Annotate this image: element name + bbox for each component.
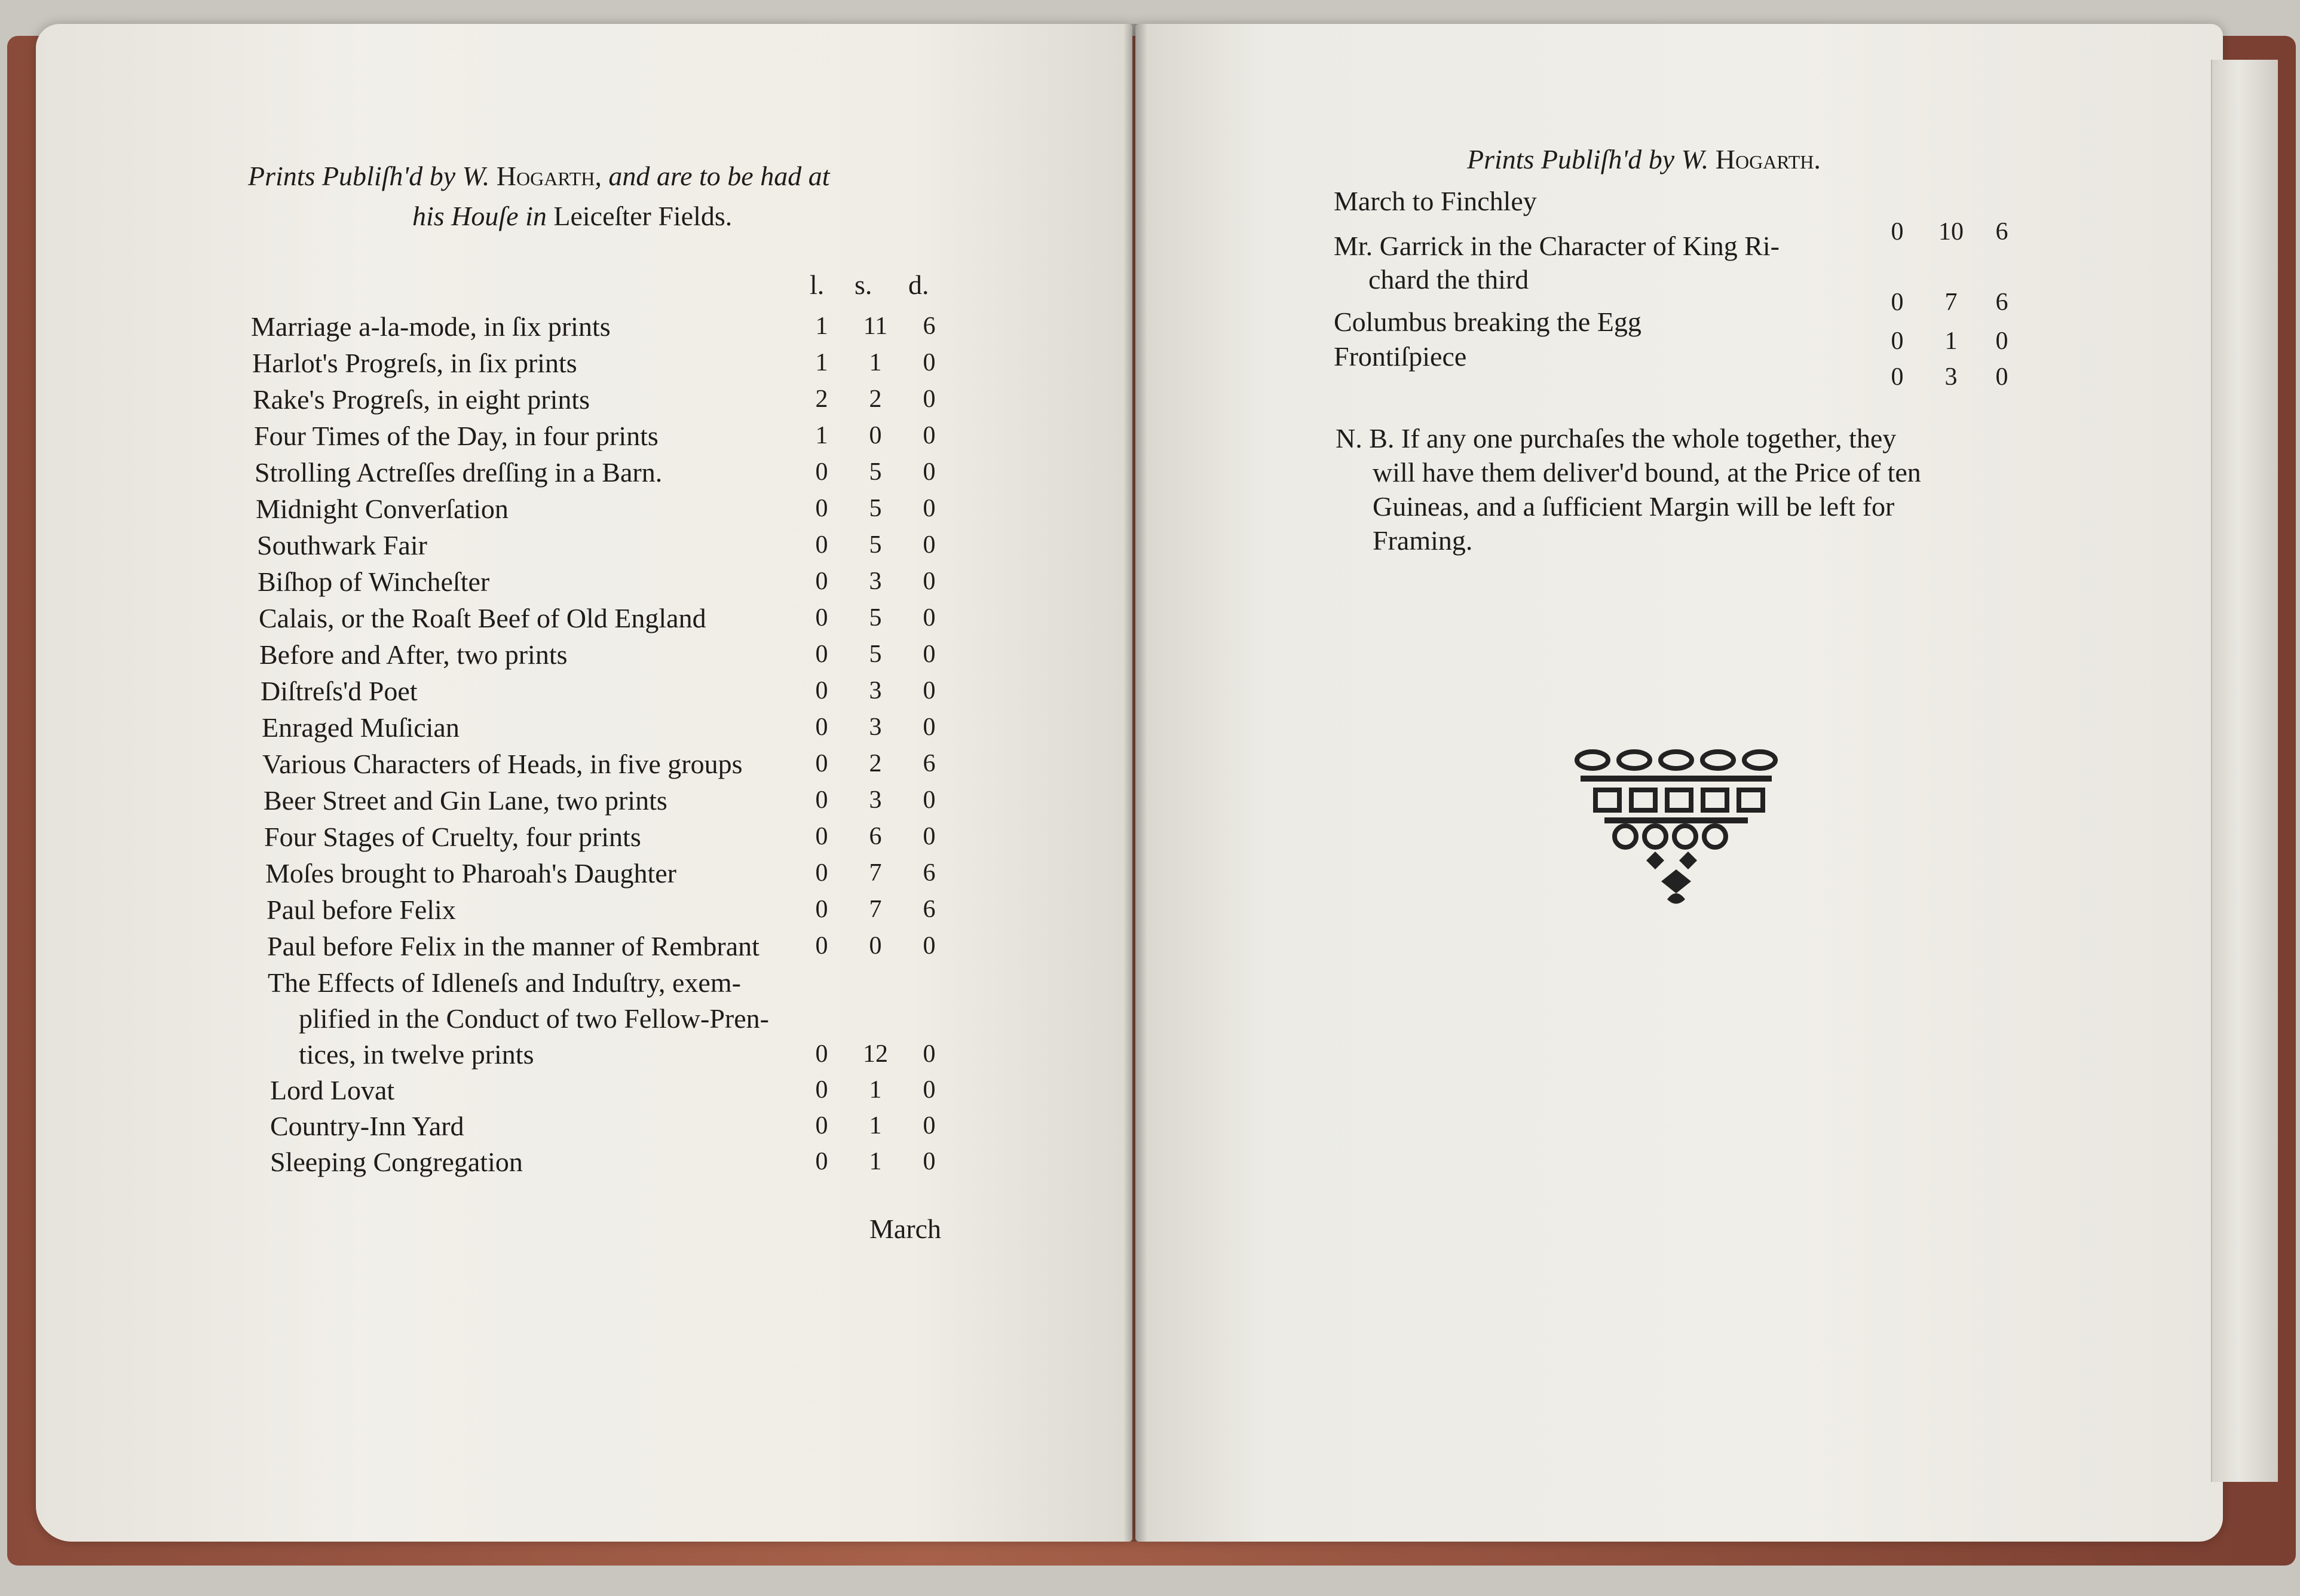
price-item-title: Four Stages of Cruelty, four prints [264, 822, 641, 852]
amount-shillings: 1 [869, 1112, 882, 1139]
amount-pounds: 0 [1891, 363, 1904, 391]
price-item-title: Biſhop of Wincheſter [258, 566, 490, 597]
amount-pounds: 0 [815, 604, 828, 632]
amount-pence: 0 [923, 1076, 936, 1104]
amount-shillings: 7 [869, 896, 882, 923]
amount-pence: 0 [923, 385, 936, 413]
price-item-title: Enraged Muſician [262, 712, 460, 743]
right-item-title-line: Columbus breaking the Egg [1334, 307, 1641, 337]
amount-pounds: 0 [815, 1148, 828, 1175]
amount-pounds: 0 [1891, 218, 1904, 246]
amount-pounds: 1 [815, 313, 828, 340]
amount-shillings: 0 [869, 422, 882, 449]
amount-pounds: 0 [815, 1076, 828, 1104]
amount-shillings: 3 [869, 568, 882, 595]
amount-pounds: 0 [815, 1112, 828, 1139]
amount-shillings: 3 [869, 713, 882, 741]
amount-pence: 0 [923, 786, 936, 814]
page-edges [2211, 60, 2278, 1482]
amount-pence: 0 [923, 568, 936, 595]
amount-pence: 0 [923, 604, 936, 632]
amount-pounds: 0 [815, 677, 828, 704]
column-header-pounds: l. [810, 269, 825, 300]
amount-pounds: 0 [1891, 289, 1904, 316]
price-item-title-line: The Effects of Idleneſs and Induſtry, exem- [268, 967, 741, 998]
price-item-title: Country-Inn Yard [270, 1111, 464, 1141]
amount-pence: 0 [923, 1040, 936, 1068]
price-item-title: Midnight Converſation [256, 494, 509, 524]
amount-pence: 6 [923, 313, 936, 340]
note-line: Guineas, and a ſufficient Margin will be left for [1373, 491, 1895, 522]
amount-pounds: 0 [815, 641, 828, 668]
price-item-title: Diſtreſs'd Poet [261, 676, 418, 706]
right-item-title-line: Frontiſpiece [1334, 341, 1467, 372]
right-item-title-line: March to Finchley [1334, 186, 1537, 216]
amount-pounds: 0 [815, 932, 828, 960]
note-line: N. B. If any one purchaſes the whole together, they [1336, 423, 1897, 454]
amount-pounds: 2 [815, 385, 828, 413]
column-header-pence: d. [908, 269, 929, 300]
amount-pounds: 1 [815, 349, 828, 376]
price-item-title-line: plified in the Conduct of two Fellow-Pren- [299, 1003, 769, 1034]
amount-shillings: 12 [863, 1040, 888, 1068]
amount-pounds: 0 [815, 458, 828, 486]
amount-shillings: 5 [869, 495, 882, 522]
amount-shillings: 3 [869, 677, 882, 704]
amount-pounds: 0 [815, 750, 828, 777]
amount-pounds: 1 [815, 422, 828, 449]
price-item-title: Southwark Fair [257, 530, 427, 560]
amount-pounds: 0 [815, 823, 828, 850]
amount-shillings: 1 [1944, 327, 1958, 355]
amount-shillings: 5 [869, 531, 882, 559]
price-item-title: Beer Street and Gin Lane, two prints [264, 785, 667, 816]
amount-pence: 0 [923, 713, 936, 741]
left-page [36, 24, 1132, 1542]
price-item-title: Rake's Progreſs, in eight prints [253, 384, 590, 415]
price-item-title: Before and After, two prints [259, 639, 568, 670]
amount-pounds: 0 [815, 495, 828, 522]
amount-pounds: 0 [815, 713, 828, 741]
price-item-title: Paul before Felix [267, 895, 456, 925]
amount-shillings: 5 [869, 604, 882, 632]
note-line: will have them deliver'd bound, at the Price of ten [1373, 457, 1921, 488]
amount-pounds: 0 [815, 859, 828, 887]
price-item-title-line: tices, in twelve prints [299, 1039, 534, 1070]
right-header [1467, 143, 1821, 175]
amount-shillings: 1 [869, 1076, 882, 1104]
header-author: Hogarth [496, 161, 595, 191]
catchword: March [869, 1214, 942, 1244]
amount-pence: 6 [923, 896, 936, 923]
column-header-shillings: s. [855, 269, 872, 300]
header-text: his Houſe in [412, 201, 554, 231]
header-address: Leiceſter Fields. [553, 201, 733, 231]
price-item-title: Calais, or the Roaſt Beef of Old England [259, 603, 706, 633]
amount-pounds: 0 [815, 1040, 828, 1068]
amount-pounds: 0 [815, 531, 828, 559]
price-item-title: Marriage a-la-mode, in ſix prints [251, 311, 611, 342]
header-text: , and are to be had at [595, 161, 830, 191]
amount-pence: 0 [923, 458, 936, 486]
amount-pence: 0 [923, 531, 936, 559]
amount-shillings: 1 [869, 349, 882, 376]
amount-shillings: 0 [869, 932, 882, 960]
header-text: Prints Publiſh'd by W. [1467, 144, 1716, 174]
amount-shillings: 2 [869, 385, 882, 413]
amount-pence: 0 [923, 932, 936, 960]
fleuron-tailpiece-icon [1575, 747, 1778, 914]
amount-pence: 6 [923, 859, 936, 887]
amount-shillings: 7 [1944, 289, 1958, 316]
price-item-title: Harlot's Progreſs, in ſix prints [252, 348, 577, 378]
right-item-title-line: chard the third [1368, 264, 1529, 295]
amount-pence: 0 [1995, 327, 2008, 355]
amount-pence: 0 [923, 677, 936, 704]
price-item-title: Sleeping Congregation [270, 1147, 523, 1177]
amount-pence: 0 [1995, 363, 2008, 391]
left-header-line-1 [248, 160, 830, 192]
header-author: Hogarth. [1715, 144, 1821, 174]
amount-pence: 0 [923, 1112, 936, 1139]
amount-shillings: 3 [1944, 363, 1958, 391]
book-gutter [1123, 24, 1147, 1542]
amount-shillings: 2 [869, 750, 882, 777]
amount-pence: 6 [923, 750, 936, 777]
amount-shillings: 3 [869, 786, 882, 814]
price-item-title: Various Characters of Heads, in five groups [262, 749, 743, 779]
amount-pence: 0 [923, 1148, 936, 1175]
amount-shillings: 6 [869, 823, 882, 850]
amount-pounds: 0 [815, 568, 828, 595]
amount-pence: 0 [923, 422, 936, 449]
price-item-title: Four Times of the Day, in four prints [254, 421, 659, 451]
amount-pounds: 0 [815, 896, 828, 923]
note-line: Framing. [1373, 525, 1473, 556]
amount-pounds: 0 [1891, 327, 1904, 355]
amount-pence: 0 [923, 495, 936, 522]
header-text: Prints Publiſh'd by W. [248, 161, 497, 191]
amount-shillings: 11 [863, 313, 888, 340]
price-item-title: Moſes brought to Pharoah's Daughter [265, 858, 676, 889]
amount-shillings: 1 [869, 1148, 882, 1175]
left-header-line-2 [412, 200, 732, 232]
amount-shillings: 5 [869, 458, 882, 486]
amount-pounds: 0 [815, 786, 828, 814]
nota-bene-note [1336, 421, 2005, 557]
amount-shillings: 7 [869, 859, 882, 887]
amount-shillings: 10 [1938, 218, 1964, 246]
price-item-title: Lord Lovat [270, 1075, 395, 1105]
right-item-title-line: Mr. Garrick in the Character of King Ri- [1334, 231, 1780, 261]
amount-pence: 0 [923, 823, 936, 850]
amount-pence: 0 [923, 349, 936, 376]
amount-shillings: 5 [869, 641, 882, 668]
price-item-title: Paul before Felix in the manner of Rembrant [267, 931, 759, 961]
price-item-title: Strolling Actreſſes dreſſing in a Barn. [255, 457, 663, 488]
amount-pence: 0 [923, 641, 936, 668]
amount-pence: 6 [1995, 289, 2008, 316]
amount-pence: 6 [1995, 218, 2008, 246]
